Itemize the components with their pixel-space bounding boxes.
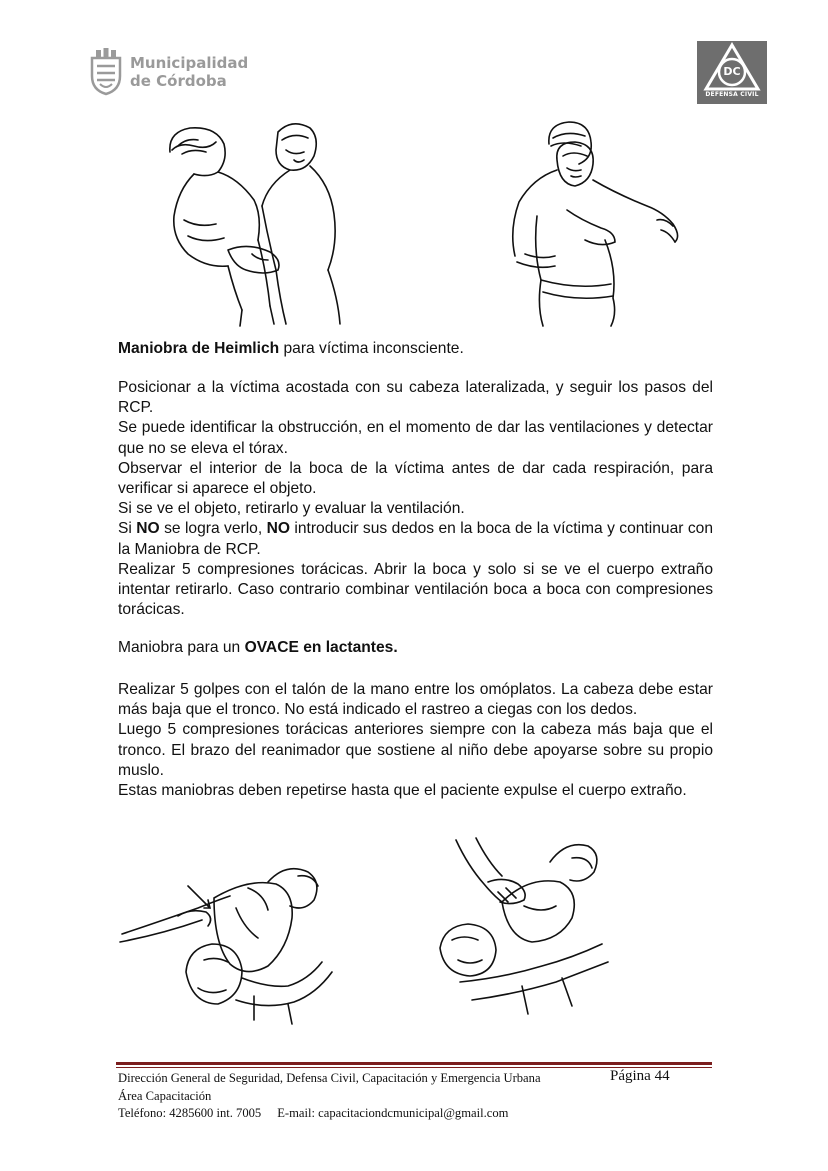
section-body-ovace: [118, 680, 713, 801]
section-heading-ovace: [118, 638, 713, 658]
badge-subtitle: DEFENSA CIVIL: [705, 91, 759, 98]
paragraph-line: Realizar 5 compresiones torácicas. Abrir la boca y solo si se ve el cuerpo extraño intentar retirarlo. Caso contrario combinar ventilación boca a boca con compresiones torácicas.: [118, 560, 713, 619]
footer-email: E-mail: capacitaciondcmunicipal@gmail.com: [277, 1106, 509, 1120]
heimlich-standing-illustration: [158, 120, 353, 330]
heading-bold-text: OVACE en lactantes.: [244, 639, 398, 656]
brand-line1: Municipalidad: [130, 54, 249, 72]
municipalidad-logo: [86, 44, 256, 100]
paragraph-line: Posicionar a la víctima acostada con su cabeza lateralizada, y seguir los pasos del RCP.: [118, 379, 713, 417]
section-heading-heimlich: [118, 339, 713, 359]
footer-phone: Teléfono: 4285600 int. 7005: [118, 1106, 262, 1120]
heading-rest-text: Maniobra para un: [118, 639, 245, 656]
text-fragment: se logra verlo,: [159, 520, 267, 538]
paragraph-line: Observar el interior de la boca de la víctima antes de dar cada respiración, para verificar si aparece el objeto.: [118, 459, 713, 498]
city-seal-icon: [86, 46, 126, 96]
brand-name: [130, 54, 248, 90]
text-fragment: introducir sus dedos en la boca de la víctima y continuar con la Maniobra de RCP.: [118, 520, 713, 558]
paragraph-line: [118, 519, 713, 559]
infant-chest-compressions-illustration: [432, 836, 612, 1024]
footer-contact: [118, 1105, 718, 1123]
paragraph-line: Estas maniobras deben repetirse hasta que el paciente expulse el cuerpo extraño.: [118, 782, 687, 800]
heading-rest-text: para víctima inconsciente.: [279, 340, 464, 357]
page-footer: [118, 1070, 718, 1123]
footer-area: Área Capacitación: [118, 1088, 212, 1103]
footer-rule-thick: [116, 1062, 712, 1065]
section-body-heimlich: [118, 378, 713, 620]
badge-text: DC: [723, 65, 741, 78]
infant-back-blows-illustration: [118, 838, 343, 1028]
brand-line2: de Córdoba: [130, 72, 227, 90]
page-number: Página 44: [610, 1068, 670, 1084]
defensa-civil-logo: [697, 41, 767, 104]
footer-department: Dirección General de Seguridad, Defensa Civil, Capacitación y Emergencia Urbana: [118, 1071, 541, 1085]
heimlich-side-illustration: [497, 120, 687, 330]
text-fragment: Si: [118, 520, 137, 538]
paragraph-line: Realizar 5 golpes con el talón de la mano entre los omóplatos. La cabeza debe estar más baja que el tronco. No está indicado el rastreo a ciegas con los dedos.: [118, 681, 713, 719]
paragraph-line: Se puede identificar la obstrucción, en el momento de dar las ventilaciones y detectar que no se eleva el tórax.: [118, 419, 713, 457]
emphasis-no: NO: [136, 520, 160, 538]
paragraph-line: Si se ve el objeto, retirarlo y evaluar la ventilación.: [118, 500, 465, 518]
heading-bold-text: Maniobra de Heimlich: [118, 340, 280, 357]
paragraph-line: Luego 5 compresiones torácicas anteriores siempre con la cabeza más baja que el tronco. El brazo del reanimador que sostiene al niño debe apoyarse sobre su propio muslo.: [118, 721, 713, 779]
emphasis-no: NO: [266, 520, 290, 538]
